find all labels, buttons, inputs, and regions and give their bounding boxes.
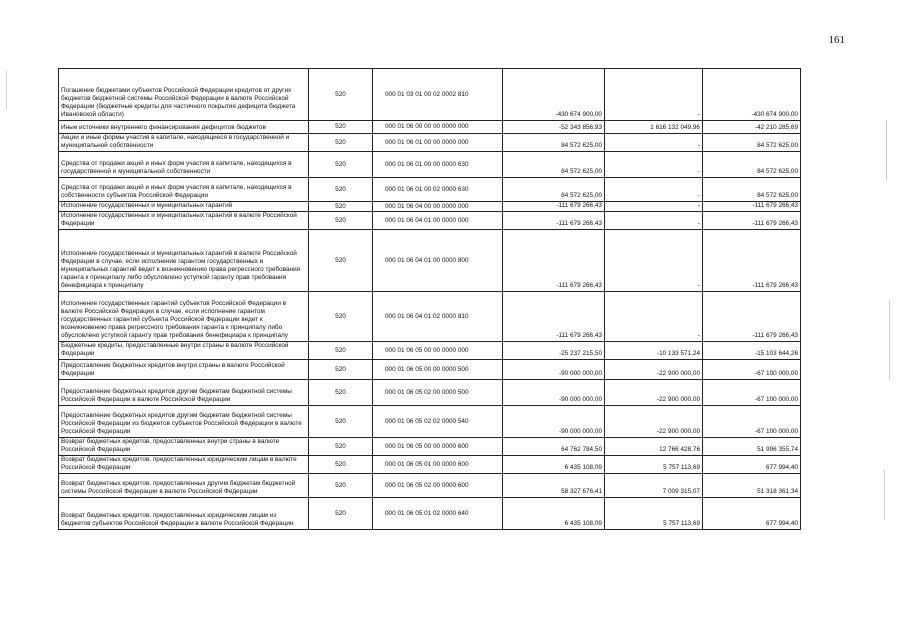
table-row <box>59 292 801 342</box>
scan-artifact <box>6 70 7 110</box>
row-kbk: 000 01 06 05 00 00 0000 600 <box>373 438 503 456</box>
scan-artifact <box>886 120 887 180</box>
row-name: Исполнение государственных гарантий субъектов Российской Федерации в валюте Российской Федерации в случае, если исполнение гарантом государственных гарантий субъекта Российской Федерации ведет к возникновению права регрессного требования гаранта к принципалу либо обусловлено уступкой гаранту прав требования бенефициара к принципалу <box>59 292 309 342</box>
scan-artifact <box>884 470 885 520</box>
row-code: 520 <box>309 212 373 230</box>
row-remaining: -111 679 266,43 <box>703 292 801 342</box>
row-executed: -10 133 571,24 <box>605 342 703 360</box>
row-remaining: 677 994,40 <box>703 456 801 474</box>
row-name: Исполнение государственных и муниципальных гарантий в валюте Российской Федерации <box>59 212 309 230</box>
row-remaining: -15 103 644,26 <box>703 342 801 360</box>
row-executed: 5 757 113,69 <box>605 456 703 474</box>
row-kbk: 000 01 06 05 01 00 0000 600 <box>373 456 503 474</box>
row-remaining: -111 679 266,43 <box>703 230 801 292</box>
row-remaining: 51 318 361,34 <box>703 474 801 498</box>
table-body <box>59 69 801 530</box>
row-code: 520 <box>309 121 373 134</box>
table-row <box>59 360 801 380</box>
row-name: Возврат бюджетных кредитов, предоставленных юридическим лицам в валюте Российской Федерации <box>59 456 309 474</box>
row-approved: -90 000 000,00 <box>503 380 605 406</box>
table-row <box>59 342 801 360</box>
table-row <box>59 69 801 121</box>
row-kbk: 000 01 06 05 00 00 0000 000 <box>373 342 503 360</box>
row-approved: 84 572 625,00 <box>503 178 605 202</box>
row-kbk: 000 01 06 01 00 00 0000 000 <box>373 134 503 152</box>
row-kbk: 000 01 06 05 02 02 0000 540 <box>373 406 503 438</box>
row-approved: 84 572 625,00 <box>503 152 605 178</box>
row-executed: - <box>605 230 703 292</box>
row-code: 520 <box>309 152 373 178</box>
row-code: 520 <box>309 230 373 292</box>
budget-sources-table <box>58 68 801 530</box>
table-row <box>59 498 801 530</box>
row-remaining: -111 679 266,43 <box>703 212 801 230</box>
table-row <box>59 178 801 202</box>
row-kbk: 000 01 03 01 00 02 0002 810 <box>373 69 503 121</box>
row-executed: - <box>605 202 703 212</box>
row-code: 520 <box>309 69 373 121</box>
row-remaining: -67 100 000,00 <box>703 406 801 438</box>
row-code: 520 <box>309 178 373 202</box>
row-approved: 6 435 108,09 <box>503 456 605 474</box>
row-remaining: 84 572 625,00 <box>703 152 801 178</box>
row-approved: -430 674 900,00 <box>503 69 605 121</box>
row-name: Предоставление бюджетных кредитов другим бюджетам бюджетной системы Российской Федерации в валюте Российской Федерации <box>59 380 309 406</box>
row-executed: 5 757 113,69 <box>605 498 703 530</box>
row-remaining: 51 996 355,74 <box>703 438 801 456</box>
row-executed: - <box>605 134 703 152</box>
row-executed: - <box>605 69 703 121</box>
row-executed: -22 900 000,00 <box>605 406 703 438</box>
row-approved: 6 435 108,09 <box>503 498 605 530</box>
row-code: 520 <box>309 474 373 498</box>
row-code: 520 <box>309 438 373 456</box>
row-approved: -25 237 215,50 <box>503 342 605 360</box>
row-name: Средства от продажи акций и иных форм участия в капитале, находящихся в государственной и муниципальной собственности <box>59 152 309 178</box>
row-name: Иные источники внутреннего финансирования дефицитов бюджетов <box>59 121 309 134</box>
row-kbk: 000 01 06 01 00 02 0000 630 <box>373 178 503 202</box>
row-code: 520 <box>309 456 373 474</box>
row-name: Предоставление бюджетных кредитов внутри страны в валюте Российской Федерации <box>59 360 309 380</box>
row-remaining: -67 100 000,00 <box>703 360 801 380</box>
table-row <box>59 230 801 292</box>
row-name: Возврат бюджетных кредитов, предоставленных юридическим лицам из бюджетов субъектов Российской Федерации в валюте Российской Федерации <box>59 498 309 530</box>
row-approved: -52 343 856,93 <box>503 121 605 134</box>
row-kbk: 000 01 06 00 00 00 0000 000 <box>373 121 503 134</box>
row-kbk: 000 01 06 04 01 02 0000 810 <box>373 292 503 342</box>
row-code: 520 <box>309 406 373 438</box>
row-name: Исполнение государственных и муниципальных гарантий <box>59 202 309 212</box>
row-code: 520 <box>309 202 373 212</box>
row-kbk: 000 01 06 05 00 00 0000 500 <box>373 360 503 380</box>
row-name: Исполнение государственных и муниципальных гарантий в валюте Российской Федерации в случае, если исполнение гарантом государственных и муниципальных гарантий ведет к возникновению права регрессного требования гаранта к принципалу либо обусловлено уступкой гаранту прав требования бенефициара к принципалу <box>59 230 309 292</box>
row-approved: 58 327 676,41 <box>503 474 605 498</box>
row-kbk: 000 01 06 05 02 00 0000 600 <box>373 474 503 498</box>
page-number: 161 <box>828 34 845 46</box>
row-code: 520 <box>309 380 373 406</box>
row-code: 520 <box>309 342 373 360</box>
row-kbk: 000 01 06 05 02 00 0000 500 <box>373 380 503 406</box>
row-remaining: -67 100 000,00 <box>703 380 801 406</box>
table-row <box>59 134 801 152</box>
row-remaining: 84 572 625,00 <box>703 178 801 202</box>
table-row <box>59 438 801 456</box>
row-executed: - <box>605 212 703 230</box>
row-code: 520 <box>309 498 373 530</box>
row-kbk: 000 01 06 04 01 00 0000 000 <box>373 212 503 230</box>
row-remaining: 84 572 625,00 <box>703 134 801 152</box>
table-row <box>59 212 801 230</box>
row-code: 520 <box>309 360 373 380</box>
row-approved: -111 679 266,43 <box>503 292 605 342</box>
row-approved: 64 762 784,50 <box>503 438 605 456</box>
row-name: Погашение бюджетами субъектов Российской Федерации кредитов от других бюджетов бюджетной системы Российской Федерации в валюте Российской Федерации (бюджетные кредиты для частичного покрытия дефицита бюджета Ивановской области) <box>59 69 309 121</box>
row-name: Акции и иные формы участия в капитале, находящиеся в государственной и муниципальной собственности <box>59 134 309 152</box>
table-row <box>59 474 801 498</box>
row-name: Возврат бюджетных кредитов, предоставленных другим бюджетам бюджетной системы Российской Федерации в валюте Российской Федерации <box>59 474 309 498</box>
table-row <box>59 456 801 474</box>
row-remaining: -42 210 285,69 <box>703 121 801 134</box>
row-code: 520 <box>309 134 373 152</box>
row-executed: - <box>605 178 703 202</box>
row-executed: 7 009 315,07 <box>605 474 703 498</box>
row-code: 520 <box>309 292 373 342</box>
row-executed: - <box>605 292 703 342</box>
row-approved: -111 679 266,43 <box>503 202 605 212</box>
row-remaining: -111 679 266,43 <box>703 202 801 212</box>
row-approved: -111 679 266,43 <box>503 212 605 230</box>
row-kbk: 000 01 06 01 00 00 0000 630 <box>373 152 503 178</box>
row-kbk: 000 01 06 04 00 00 0000 000 <box>373 202 503 212</box>
row-approved: -90 000 000,00 <box>503 360 605 380</box>
table-row <box>59 121 801 134</box>
table-row <box>59 380 801 406</box>
row-remaining: 677 994,40 <box>703 498 801 530</box>
table-row <box>59 202 801 212</box>
row-executed: 1 616 132 049,96 <box>605 121 703 134</box>
row-approved: -111 679 266,43 <box>503 230 605 292</box>
budget-sources-table-container <box>58 68 800 530</box>
row-remaining: -430 674 900,00 <box>703 69 801 121</box>
scan-artifact <box>889 300 890 380</box>
table-row <box>59 152 801 178</box>
row-approved: -90 000 000,00 <box>503 406 605 438</box>
row-approved: 84 572 625,00 <box>503 134 605 152</box>
row-executed: -22 900 000,00 <box>605 380 703 406</box>
row-name: Средства от продажи акций и иных форм участия в капитале, находящихся в собственности субъектов Российской Федерации <box>59 178 309 202</box>
row-executed: 12 766 428,76 <box>605 438 703 456</box>
table-row <box>59 406 801 438</box>
row-executed: -22 900 000,00 <box>605 360 703 380</box>
row-name: Бюджетные кредиты, предоставленные внутри страны в валюте Российской Федерации <box>59 342 309 360</box>
row-name: Предоставление бюджетных кредитов другим бюджетам бюджетной системы Российской Федерации из бюджетов субъектов Российской Федерации в валюте Российской Федерации <box>59 406 309 438</box>
row-name: Возврат бюджетных кредитов, предоставленных внутри страны в валюте Российской Федерации <box>59 438 309 456</box>
row-kbk: 000 01 06 05 01 02 0000 640 <box>373 498 503 530</box>
row-kbk: 000 01 06 04 01 00 0000 800 <box>373 230 503 292</box>
row-executed: - <box>605 152 703 178</box>
